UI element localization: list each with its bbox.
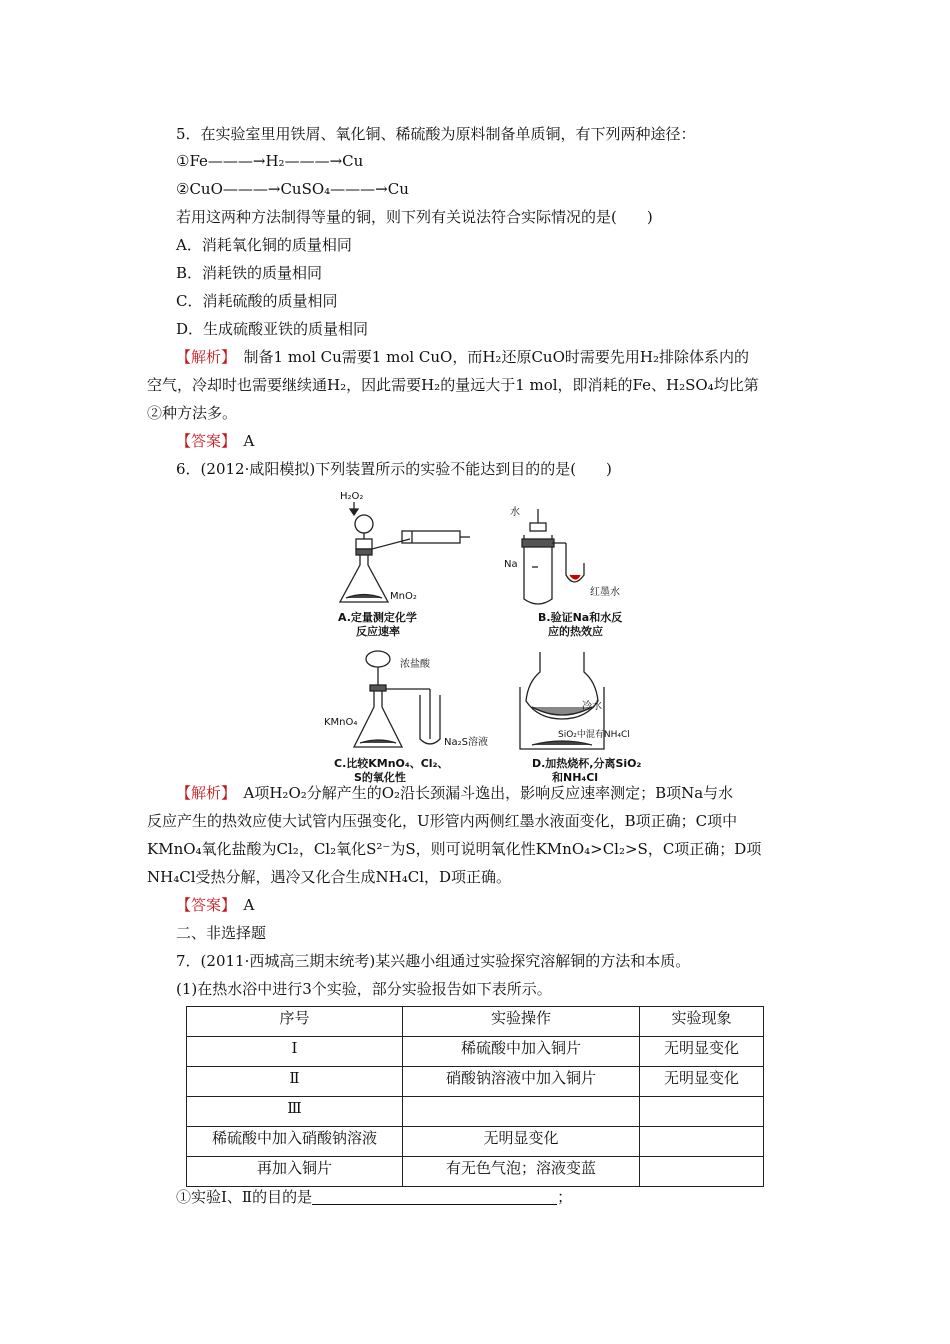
a-h2o2-label: H₂O₂ — [340, 491, 364, 502]
analysis-text: A项H₂O₂分解产生的O₂沿长颈漏斗逸出，影响反应速率测定；B项Na与水 — [228, 784, 734, 802]
table-cell: 稀硫酸中加入硝酸钠溶液 — [187, 1127, 403, 1157]
d-cold-water-label: 冷水 — [582, 701, 602, 712]
q6-analysis-line-1 — [176, 783, 733, 803]
q7-part-1: (1)在热水浴中进行3个实验，部分实验报告如下表所示。 — [176, 980, 552, 998]
table-cell — [403, 1097, 640, 1127]
d-caption-line-2: 和NH₄Cl — [552, 771, 599, 784]
table-cell — [640, 1157, 764, 1187]
q5-route-2: ②CuO———→CuSO₄———→Cu — [176, 180, 409, 198]
table-cell: 无明显变化 — [403, 1127, 640, 1157]
c-caption-line-2: S的氧化性 — [354, 771, 406, 784]
table-row — [187, 1037, 764, 1067]
c-caption-line-1: C.比较KMnO₄、Cl₂、 — [334, 757, 449, 770]
answer-tag: 【答案】 — [176, 432, 229, 450]
q5-route-1: ①Fe———→H₂———→Cu — [176, 152, 364, 170]
q5-answer — [176, 431, 254, 451]
table-header: 实验现象 — [640, 1007, 764, 1037]
table-cell: 有无色气泡；溶液变蓝 — [403, 1157, 640, 1187]
b-water-label: 水 — [510, 507, 520, 518]
q5-analysis-line-3: ②种方法多。 — [147, 404, 238, 422]
table-cell: Ⅱ — [187, 1067, 403, 1097]
b-ink-label: 红墨水 — [590, 587, 620, 598]
sub-question-prefix: ①实验Ⅰ、Ⅱ的目的是 — [176, 1188, 313, 1206]
answer-text: A — [228, 432, 255, 450]
c-kmno4-label: KMnO₄ — [324, 717, 358, 728]
table-cell: 无明显变化 — [640, 1037, 764, 1067]
q6-analysis-line-4: NH₄Cl受热分解，遇冷又化合生成NH₄Cl，D项正确。 — [147, 868, 512, 886]
a-caption-line-1: A.定量测定化学 — [338, 611, 417, 624]
table-cell: Ⅰ — [187, 1037, 403, 1067]
section-heading: 二、非选择题 — [176, 924, 267, 942]
answer-text: A — [228, 896, 255, 914]
table-cell — [640, 1097, 764, 1127]
answer-blank[interactable] — [312, 1188, 557, 1205]
table-header-row — [187, 1007, 764, 1037]
q6-apparatus-figure — [320, 487, 650, 787]
a-caption-line-2: 反应速率 — [356, 625, 400, 638]
a-mno2-label: MnO₂ — [390, 591, 417, 602]
q5-stem: 5．在实验室里用铁屑、氧化铜、稀硫酸为原料制备单质铜，有下列两种途径： — [176, 125, 696, 143]
table-row — [187, 1067, 764, 1097]
table-row — [187, 1157, 764, 1187]
table-cell: Ⅲ — [187, 1097, 403, 1127]
b-caption-line-1: B.验证Na和水反 — [538, 611, 623, 624]
table-cell: 硝酸钠溶液中加入铜片 — [403, 1067, 640, 1097]
q5-option-b: B．消耗铁的质量相同 — [176, 264, 323, 282]
analysis-text: 制备1 mol Cu需要1 mol CuO，而H₂还原CuO时需要先用H₂排除体系内的 — [228, 348, 749, 366]
table-header: 序号 — [187, 1007, 403, 1037]
table-row — [187, 1097, 764, 1127]
table-row — [187, 1127, 764, 1157]
table-cell: 无明显变化 — [640, 1067, 764, 1097]
q7-stem: 7．(2011·西城高三期末统考)某兴趣小组通过实验探究溶解铜的方法和本质。 — [176, 952, 691, 970]
answer-tag: 【答案】 — [176, 896, 229, 914]
c-na2s-label: Na₂S溶液 — [444, 737, 488, 748]
q5-analysis-line-1 — [176, 347, 749, 367]
q7-sub-question-1 — [176, 1187, 572, 1207]
q6-stem: 6．(2012·咸阳模拟)下列装置所示的实验不能达到目的的是( ) — [176, 460, 612, 478]
b-na-label: Na — [504, 559, 518, 570]
experiment-report-table — [186, 1006, 764, 1187]
q5-question: 若用这两种方法制得等量的铜，则下列有关说法符合实际情况的是( ) — [176, 208, 653, 226]
q6-analysis-line-3: KMnO₄氧化盐酸为Cl₂，Cl₂氧化S²⁻为S，则可说明氧化性KMnO₄>Cl₂>S，C项正确；D项 — [147, 840, 762, 858]
c-acid-label: 浓盐酸 — [400, 659, 430, 670]
analysis-tag: 【解析】 — [176, 348, 229, 366]
q5-analysis-line-2: 空气，冷却时也需要继续通H₂，因此需要H₂的量远大于1 mol，即消耗的Fe、H₂SO₄均比第 — [147, 376, 759, 394]
table-cell: 再加入铜片 — [187, 1157, 403, 1187]
q6-answer — [176, 895, 254, 915]
q5-option-a: A．消耗氧化铜的质量相同 — [176, 236, 352, 254]
table-header: 实验操作 — [403, 1007, 640, 1037]
d-caption-line-1: D.加热烧杯,分离SiO₂ — [532, 757, 642, 770]
analysis-tag: 【解析】 — [176, 784, 229, 802]
table-cell — [640, 1127, 764, 1157]
q5-option-d: D．生成硫酸亚铁的质量相同 — [176, 320, 369, 338]
table-cell: 稀硫酸中加入铜片 — [403, 1037, 640, 1067]
sub-question-suffix: ； — [557, 1188, 573, 1206]
q5-option-c: C．消耗硫酸的质量相同 — [176, 292, 338, 310]
b-caption-line-2: 应的热效应 — [548, 625, 603, 638]
q6-analysis-line-2: 反应产生的热效应使大试管内压强变化，U形管内两侧红墨水液面变化，B项正确；C项中 — [147, 812, 738, 830]
d-mix-label: SiO₂中混有NH₄Cl — [558, 730, 630, 740]
